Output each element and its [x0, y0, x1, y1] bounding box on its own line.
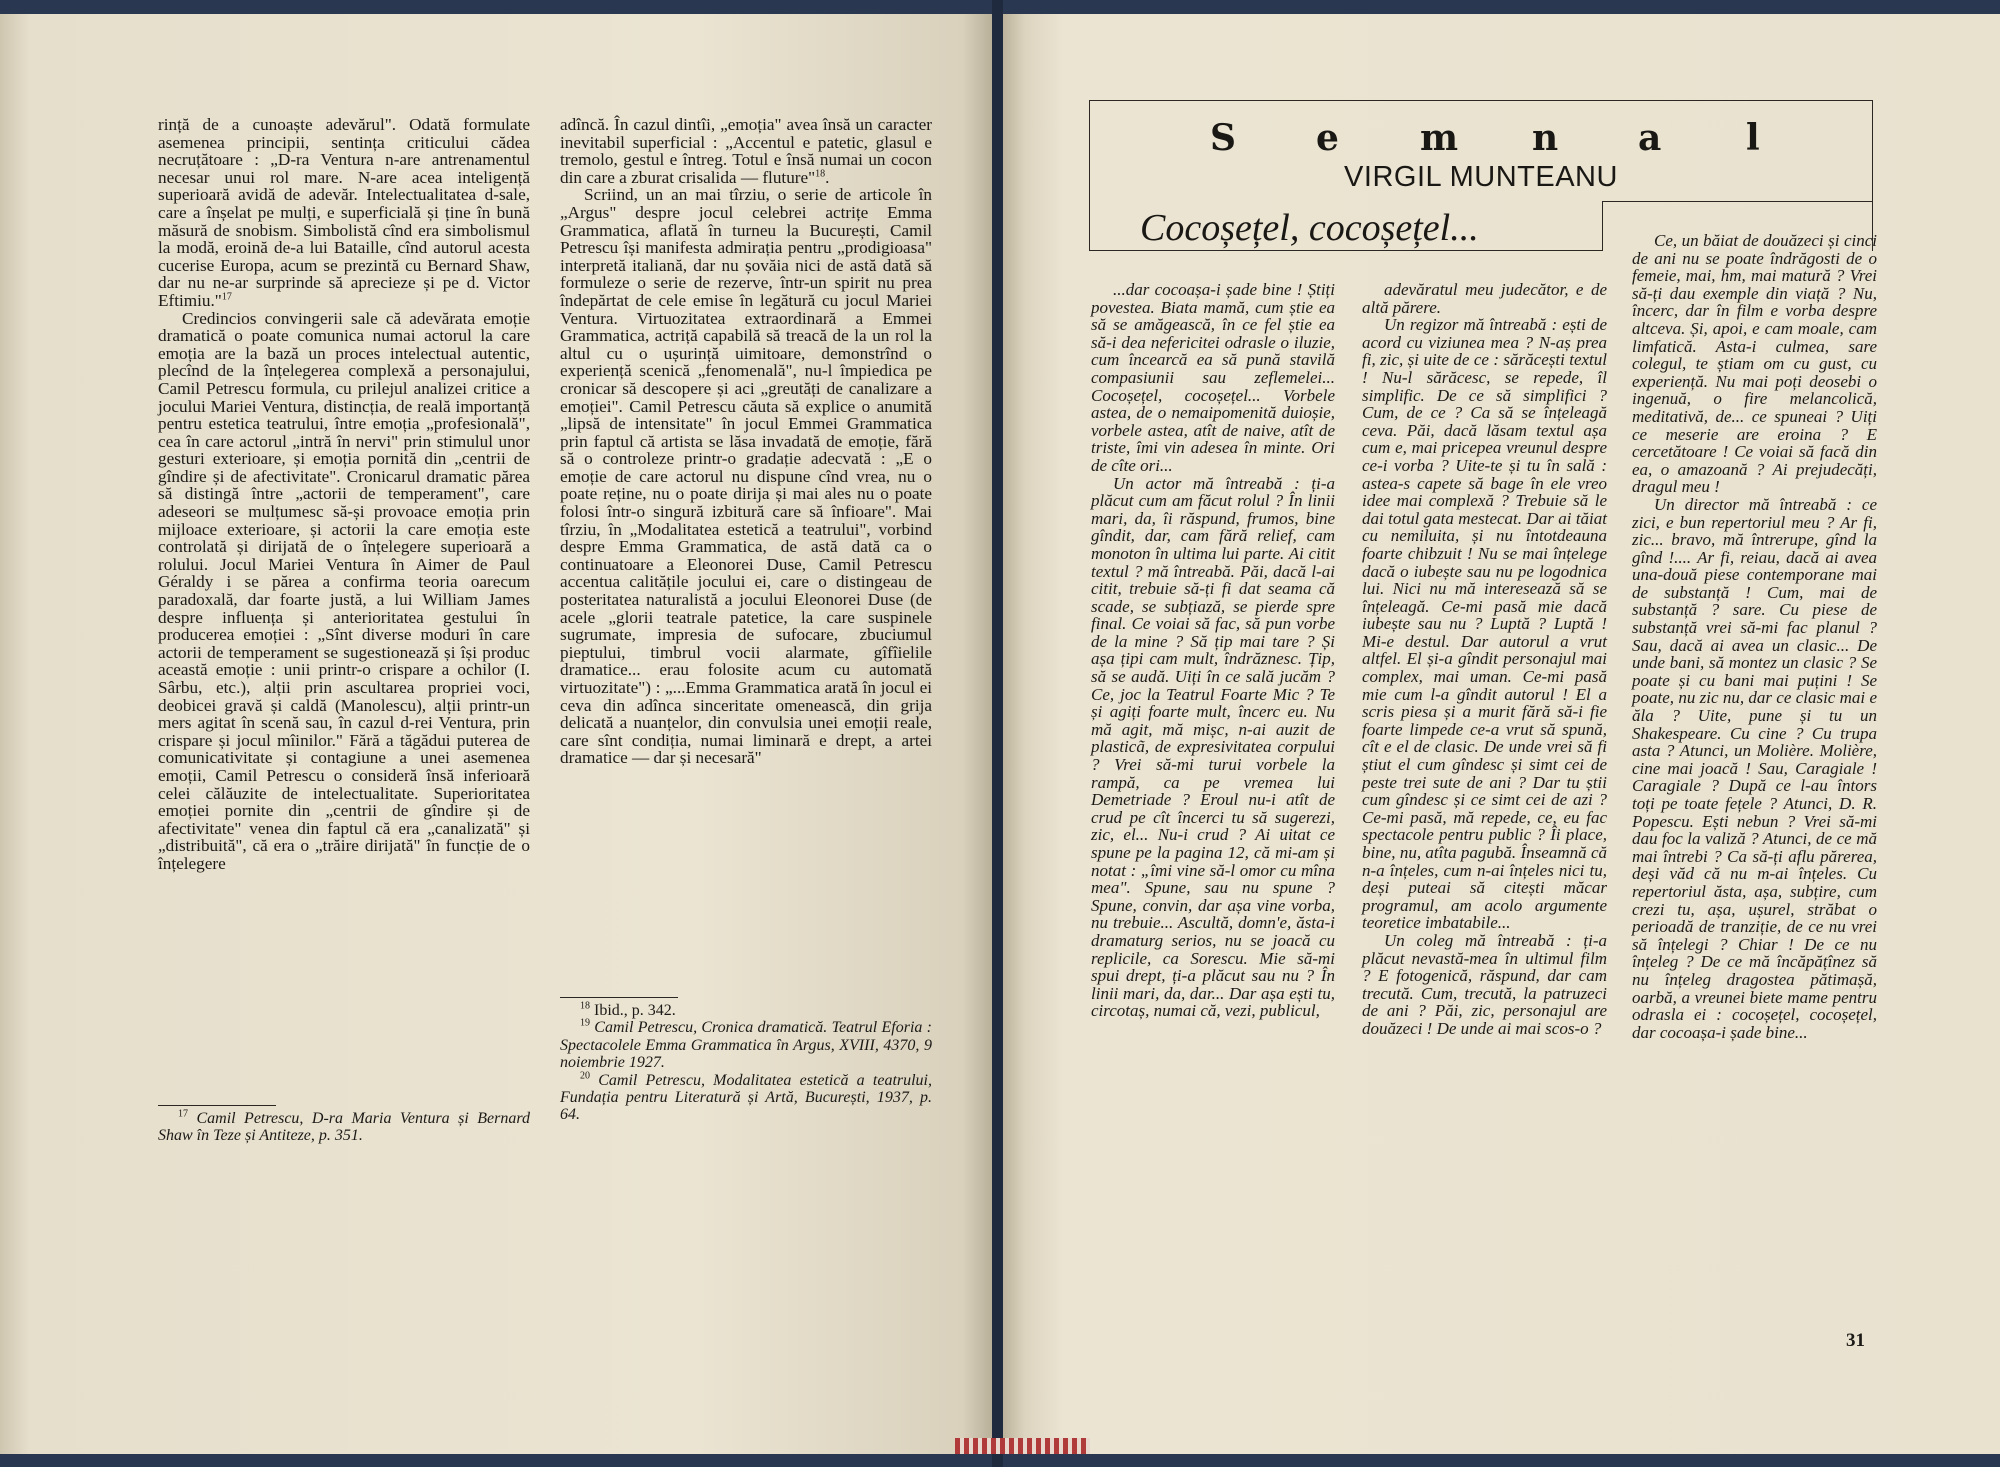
- footnote-19: $^{19}$ Camil Petrescu, Cronica dramatică. Teatrul Eforia : Spectacolele Emma Grammatica în Argus, XVIII, 4370, 9 noiembrie 1927.: [560, 1018, 933, 1072]
- left-column-1: [158, 116, 530, 873]
- right-column-3: [1632, 232, 1877, 1041]
- paragraph: Un coleg mă întreabă : ți-a plăcut nevastă-mea în ultimul film ? E fotogenică, răspund, dar cam trecută. Cum, trecută, la patruzeci de ani ? Păi, zic, personajul are douăzeci ! De unde ai mai scos-o ?: [1362, 930, 1607, 1038]
- paragraph: Ce, un băiat de douăzeci și cinci de ani nu se poate îndrăgosti de o femeie, mai, hm, mai matură ? Vrei să-ți dau exemple din viață ? Nu, încerc, dar în film e vorba despre altceva. Și, apoi, e cam moale, cam limfatică. Asta-i culmea, sare colegul, te știam om cu gust, cu experiență. Nu mai poți deosebi o ingenuă, o fire melancolică, meditativă, de... ce spuneai ? Uiți ce meserie are eroina ? E cercetătoare ! Ce voiai să facă din ea, o amazoană ? Ai prejudecăți, dragul meu !: [1632, 231, 1877, 497]
- left-page: [0, 14, 992, 1454]
- paragraph: adevăratul meu judecător, e de altă părere.: [1362, 280, 1607, 317]
- article-header-box: [1089, 100, 1873, 251]
- footnote-20: $^{20}$ Camil Petrescu, Modalitatea estetică a teatrului, Fundația pentru Literatură și Artă, București, 1937, p. 64.: [560, 1070, 932, 1124]
- footnote-rule: [560, 997, 678, 998]
- footnote-ref: 18: [815, 168, 826, 180]
- footnote-18: $^{18}$ Ibid., p. 342.: [580, 1000, 676, 1019]
- footnote-17: $^{17}$ Camil Petrescu, D-ra Maria Ventura și Bernard Shaw în Teze și Antiteze, p. 351.: [158, 1108, 531, 1145]
- footnote-ref: 17: [221, 291, 232, 303]
- paragraph: Un director mă întreabă : ce zici, e bun repertoriul meu ? Ar fi, zic... bravo, mă întrerupe, gînd la gînd !.... Ar fi, reiau, dacă ai avea una-două piese contemporane mai de substanță ! Cum, mai de substanță ? sare. Cu piese de substanță vrei să-mi fac planul ? Sau, dacă ai avea un clasic... De unde bani, să montez un clasic ? Se poate și cu bani mai puțini ! Se poate, nu zic nu, dar ce clasic mai e ăla ? Uite, pune și tu un Shakespeare. Cu cine ? Cu trupa asta ? Atunci, un Molière. Molière, cine mai joacă ! Sau, Caragiale ! Caragiale ? După ce l-au întors toți pe toate fețele ? Atunci, D. R. Popescu. Ești nebun ? Vrei să-mi dau foc la valiză ? Atunci, de ce mă mai întrebi ? Ca să-ți aflu părerea, deși văd că nu m-ai înțeles. Cu repertoriul ăsta, așa, subțire, cum crezi tu, așa, ușurel, străbat o perioadă de tranziție, de ce nu vrei să înțelegi ? Chiar ! De ce nu înțeleg ? De ce mă încăpățînez să nu înțeleg dragostea pătimașă, oarbă, a vreunei biete mame pentru odrasla ei : cocoșețel, cocoșețel, dar cocoașa-i șade bine...: [1632, 494, 1877, 1042]
- paragraph: rință de a cunoaște adevărul". Odată formulate asemenea principii, sentința criticului cădea necruțătoare : „D-ra Ventura n-are antrenamentul necesar unui rol mare. N-are acea inteligență superioară avidă de adevăr. Intelectualitatea d-sale, care a înșelat pe mulți, e superficială și ține în bună măsură de snobism. Simbolistă cînd era simbolismul la modă, eroină de-a lui Bataille, cînd autorul acesta cucerise Europa, acum se prezintă cu Bernard Shaw, dar nu ne-ar surprinde să aprecieze și pe d. Victor Eftimiu."$^{17}$: [158, 115, 530, 310]
- author-name: VIRGIL MUNTEANU: [1344, 161, 1618, 193]
- paragraph: Un actor mă întreabă : ți-a plăcut cum am făcut rolul ? În linii mari, da, îi răspund, frumos, bine gîndit, dar, cam fără relief, cam monoton în ultima lui parte. Ai citit textul ? mă întreabă. Păi, dacă l-ai citit, trebuie să-ți fi dat seama că scade, se subțiază, se pierde spre final. Ce voiai să fac, să pun vorbe de la mine ? Să țip mai tare ? Și așa țipi cam mult, îndrăznesc. Țip, să se audă. Uiți în ce sală jucăm ? Ce, joc la Teatrul Foarte Mic ? Te și agiți foarte mult, încerc eu. Nu mă agit, mă mișc, n-ai auzit de plasticã, de expresivitatea corpului ? Vrei să-mi turui vorbele la rampă, ca pe vremea lui Demetriade ? Eroul nu-i atît de crud pe cît încerci tu să sugerezi, zic, el... Nu-i crud ? Ai uitat ce spune pe la pagina 12, că mi-am și notat : „îmi vine să-l omor cu mîna mea". Spune, sau nu spune ? Spune, convin, dar așa vine vorba, nu trebuie... Ascultă, domn'e, ăsta-i dramaturg serios, nu se joacă cu replicile, ca Sorescu. Mie să-mi spui drept, ți-a plăcut sau nu ? În linii mari, da, dar... Dar așa ești tu, circotaș, numai că, vezi, publicul,: [1091, 473, 1335, 1021]
- paragraph: Un regizor mă întreabă : ești de acord cu viziunea mea ? N-aș prea fi, zic, și uite de ce : sărăcești textul ! Nu-l sărăcesc, se repede, îl simplific. De ce să simplifici ? Cum, de ce ? Ca să se înțeleagă ceva. Păi, dacă lăsam textul așa cum e, mai pricepea vreunul despre ce-i vorba ? Uite-te și tu în sală : astea-s capete să bage în ele vreo idee mai complexă ? Trebuie să le dai totul gata mestecat. Dar ai tăiat cu nemiluita, și nu întotdeauna foarte chibzuit ! Nu se mai înțelege dacă o iubește sau nu pe logodnica lui. Nici nu mă interesează să se înțeleagă. Ce-mi pasă mie dacă iubește sau nu ? Luptă ? Luptă ! Mi-e destul. Dar autorul a vrut altfel. El și-a gîndit personajul mai complex, mai uman. Ce-mi pasă mie cum l-a gîndit autorul ! El a scris piesa și a murit fără să-i fie foarte limpede ce-a vrut să spună, cît e el de clasic. De unde vrei să fi știut el cum gîndesc și simt cei de peste trei sute de ani ? Dar tu știi cum gîndesc și ce simt cei de azi ? Ce-mi pasă, mă repede, ce, eu fac spectacole pentru public ? Îi place, bine, nu, atîta pagubă. Înseamnă că n-a înțeles, cum n-ai înțeles nici tu, deși puteai să citești măcar programul, am acolo argumente teoretice imbatabile...: [1362, 315, 1607, 933]
- paragraph: Credincios convingerii sale că adevărata emoție dramatică o poate comunica numai actorul la care emoția are la bază un proces intelectual autentic, plecînd de la înțelegerea complexă a personajului, Camil Petrescu formula, cu prilejul analizei critice a jocului Mariei Ventura, distincția, de reală importanță pentru estetica teatrului, între emoția „profesională", cea în care actorul „intră în nervi" prin stimulul unor gesturi exterioare, și emoția pornită din „centrii de gîndire și de afectivitate". Cronicarul dramatic părea să distingă între „actorii de temperament", care adeseori se mulțumesc să-și provoace emoția prin mijloace exterioare, și actorii la care emoția este controlată și dirijată de o înțelegere superioară a rolului. Jocul Mariei Ventura în Aimer de Paul Géraldy i se părea a confirma teoria oarecum paradoxală, dar foarte justă, a lui William James despre influența și anterioritatea gestului în producerea emoției : „Sînt diverse moduri în care actorii de temperament se sugestionează și își produc această emoție : unii printr-o crispare a ochilor (I. Sârbu, etc.), alții prin ascultarea propriei voci, deobicei gravă și caldă (Manolescu), alții printr-un mers agitat în scenă sau, în cazul d-rei Ventura, prin crispare și jocul mîinilor." Fără a tăgădui puterea de comunicativitate și contagiune a unei asemenea emoții, Camil Petrescu o consideră însă inferioară celei călăuzite de intelectualitate. Superioritatea emoției pornite din „centrii de gîndire și de afectivitate" venea din faptul că era „canalizată" și „distribuită", că era o „trăire dirijată" în funcție de o înțelegere: [158, 308, 530, 873]
- footnotes-18-20: [560, 1002, 932, 1124]
- paragraph: Scriind, un an mai tîrziu, o serie de articole în „Argus" despre jocul celebrei actrițe Emma Grammatica, aflată în turneu la București, Camil Petrescu își manifesta admirația pentru „prodigioasa" interpretă italiană, dar nu șovăia nici de astă dată să formuleze o serie de rezerve, într-un spirit nu prea îndepărtat de cele emise în legătură cu jocul Mariei Ventura. Virtuozitatea extraordinară a Emmei Grammatica, actriță capabilă să treacă de la un rol la altul cu o ușurință uimitoare, demonstrînd o experiență scenică „fenomenală", nu-l împiedica pe cronicar să descopere și aci „greutăți de canalizare a emoției". Camil Petrescu căuta să explice o anumită „lipsă de intensitate" în jocul Emmei Grammatica prin faptul că artista se lăsa invadată de emoție, fără să o controleze printr-o gradație adecvată : „E o emoție de care actorul nu dispune cînd vrea, nu o poate reține, nu o poate dirija și mai ales nu o poate folosi într-o singură izbitură care să înfioare". Mai tîrziu, în „Modalitatea estetică a teatrului", vorbind despre Emma Grammatica, de astă dată ca o continuatoare a Eleonorei Duse, Camil Petrescu accentua calitățile jocului ei, care o distingeau de posteritatea naturalistă a jocului Eleonorei Duse (de acele „glorii teatrale patetice, la care suspinele sugrumate, impresia de sufocare, zbuciumul pieptului, timbrul vocii alarmate, gîfîielile dramatice... erau folosite acum cu automată virtuozitate") : „...Emma Grammatica arată în jocul ei ceva din adînca sinceritate omenească, din grija delicată a nuanțelor, din convulsia unei emoții reale, care sînt condiția, numai liminară e drept, a artei dramatice — dar și necesară": [560, 185, 932, 768]
- paragraph: adîncă. În cazul dintîi, „emoția" avea însă un caracter inevitabil superficial : „Accentul e patetic, glasul e tremolo, gestul e întreg. Totul e însă numai un cocon din care a zburat crisalida — fluture"$^{18}$.: [560, 115, 932, 187]
- page-number: 31: [1846, 1330, 1865, 1351]
- rubric-title: S e m n a l: [1210, 117, 1760, 159]
- right-column-1: [1091, 281, 1335, 1020]
- book-gutter: [992, 0, 1003, 1467]
- bookmark-ribbon: [955, 1438, 1090, 1454]
- footnote-rule: [158, 1105, 276, 1106]
- paragraph: ...dar cocoașa-i șade bine ! Știți povestea. Biata mamă, cum știe ea să se amăgească, în ce fel știe ea să-i dea nefericitei odrasle o iluzie, cum încearcă ea să pună stavilă compasiunii sau zeflemelei... Cocoșețel, cocoșețel... Vorbele astea, de o nemaipomenită duioșie, vorbele astea, atît de naive, atît de triste, îmi vin adesea în minte. Ori de cîte ori...: [1091, 280, 1335, 475]
- right-column-2: [1362, 281, 1607, 1038]
- left-column-2: [560, 116, 932, 767]
- article-title: Cocoșețel, cocoșețel...: [1140, 207, 1479, 249]
